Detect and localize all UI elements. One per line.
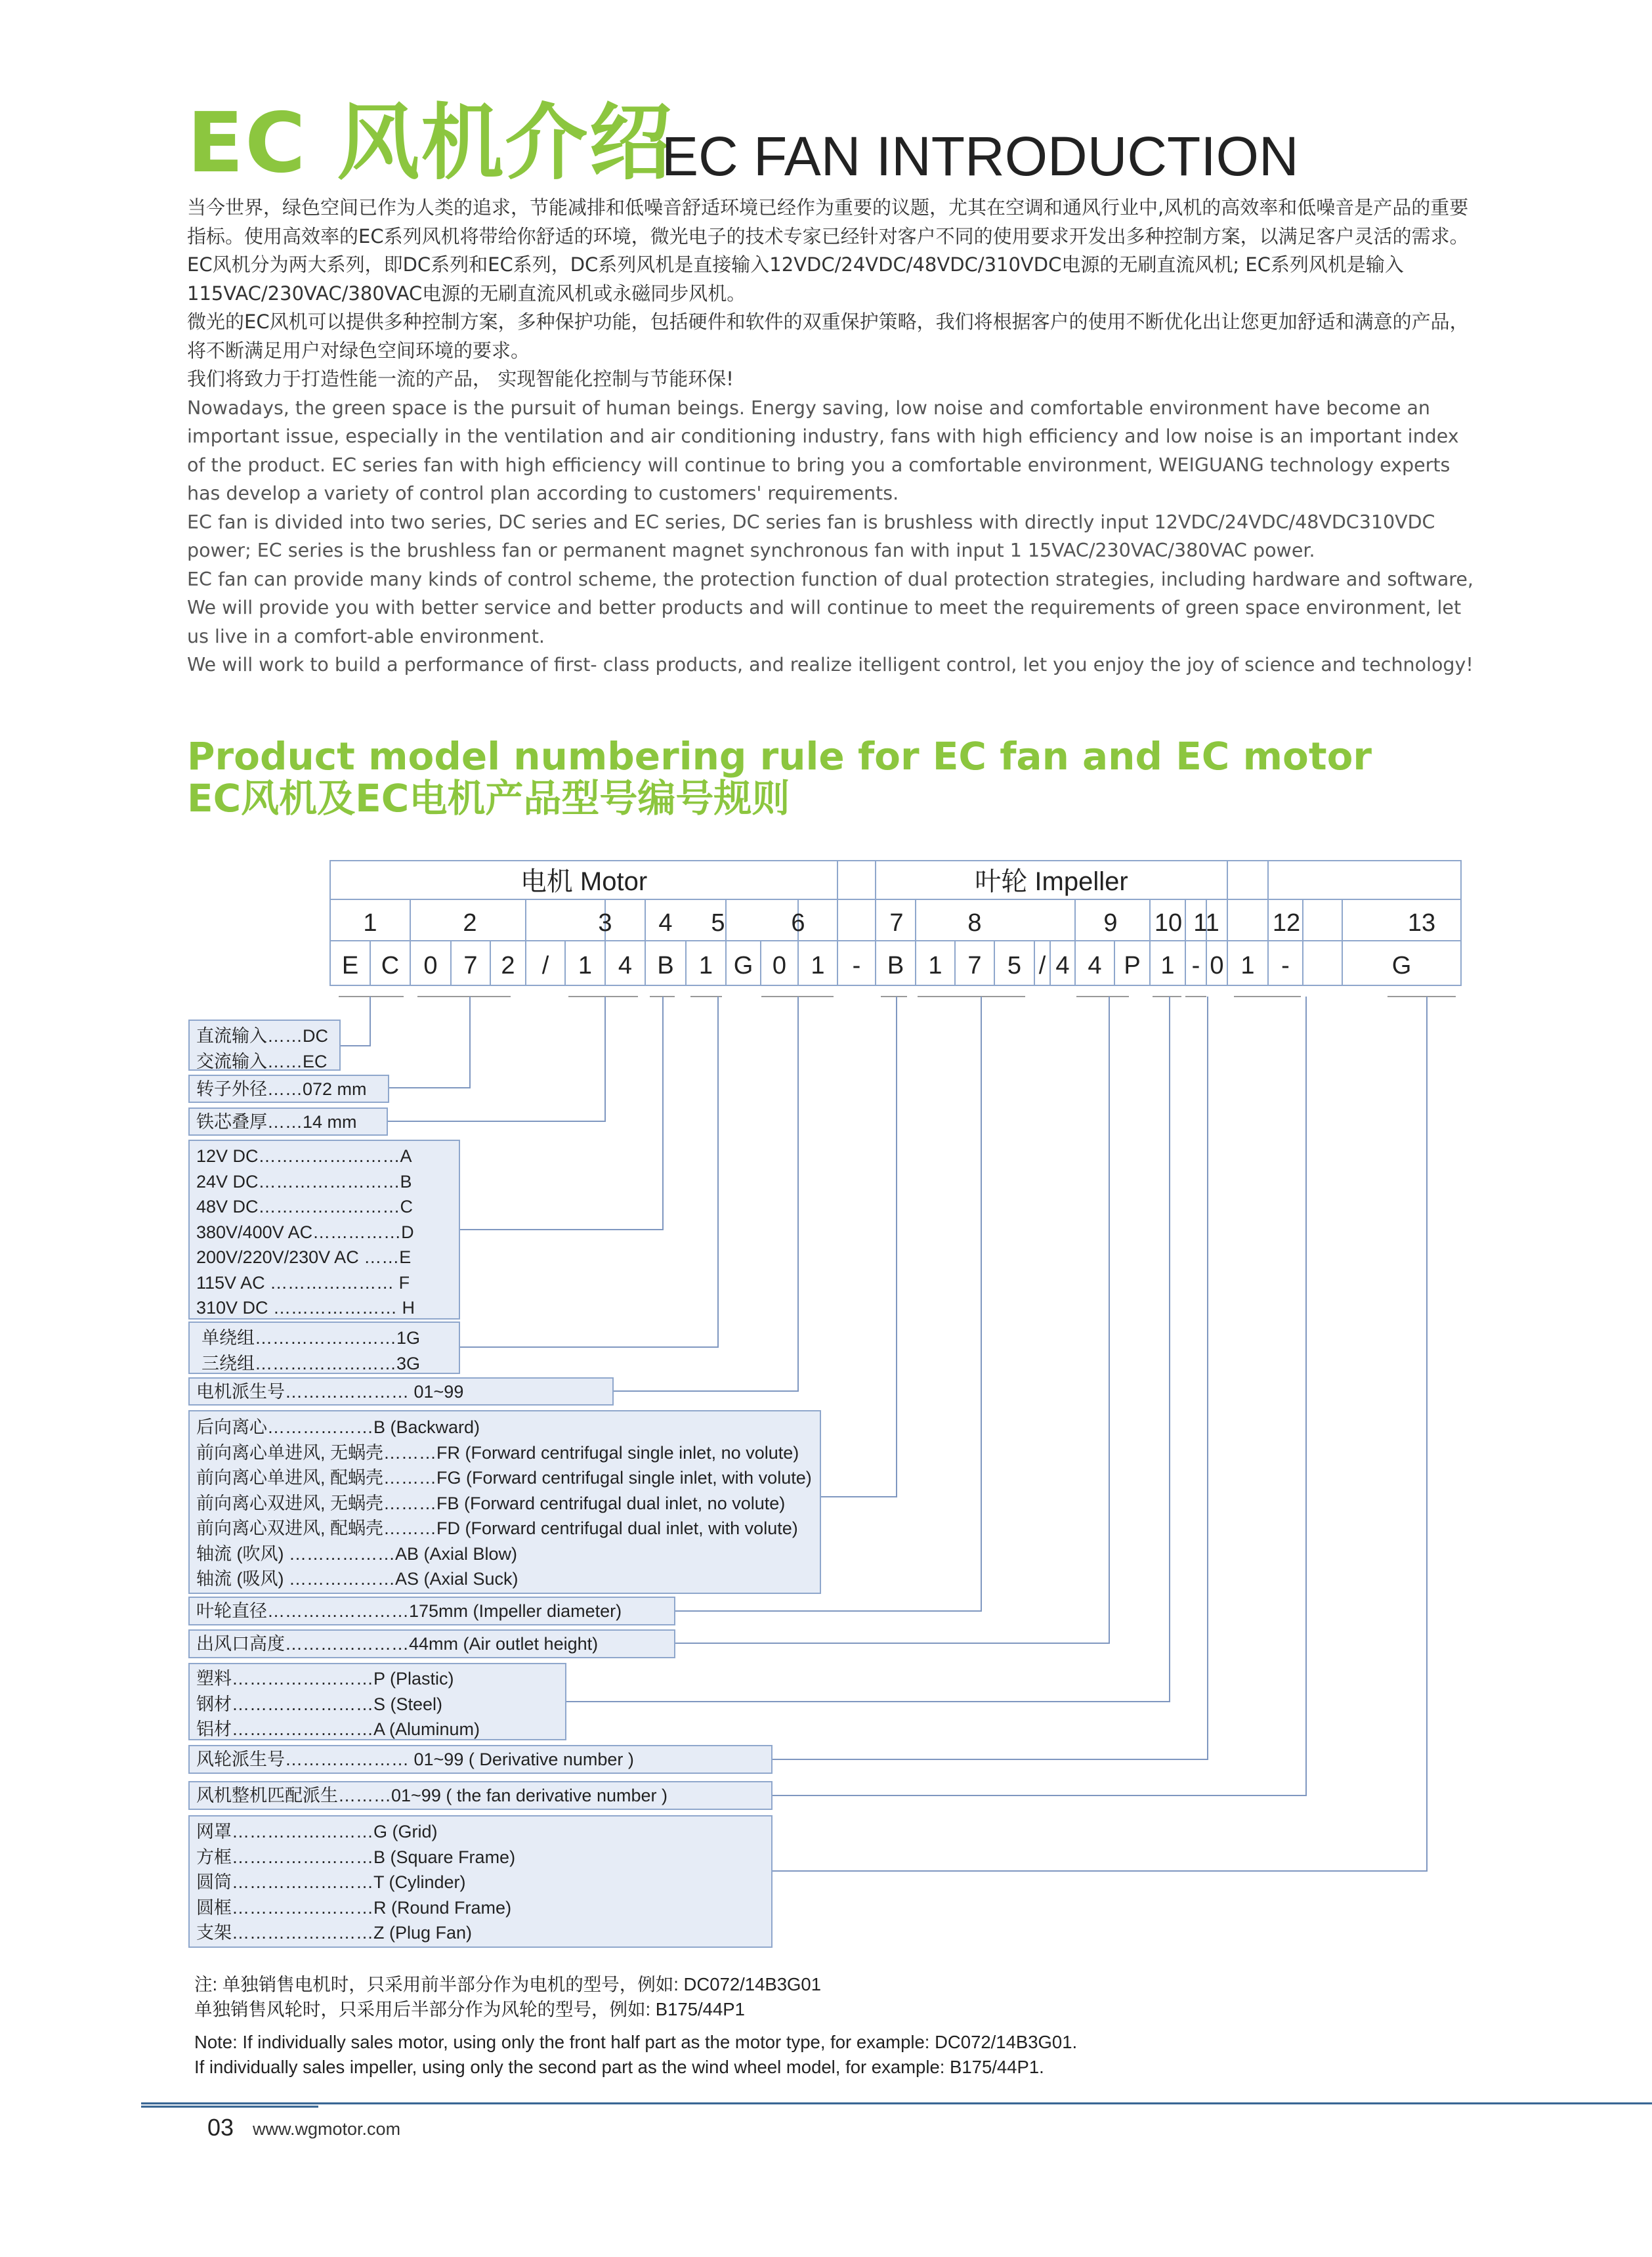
table-position-number: 7 bbox=[889, 909, 904, 937]
note-line: 注: 单独销售电机时，只采用前半部分作为电机的型号，例如: DC072/14B3G01 bbox=[194, 1974, 822, 1994]
table-code-char: 1 bbox=[1160, 952, 1175, 979]
table-code-char: G bbox=[1391, 952, 1412, 979]
legend-line: 轴流 (吸风) ………………AS (Axial Suck) bbox=[196, 1569, 519, 1589]
table-code-char: 0 bbox=[1210, 952, 1224, 979]
legend-line: 直流输入……DC bbox=[196, 1026, 328, 1046]
table-position-number: 3 bbox=[598, 909, 612, 937]
connector-line bbox=[773, 997, 1427, 1871]
section-title-cn: EC风机及EC电机产品型号编号规则 bbox=[187, 776, 790, 821]
note-line: 单独销售风轮时，只采用后半部分作为风轮的型号，例如: B175/44P1 bbox=[194, 1999, 745, 2019]
legend-line: 前向离心双进风, 配蜗壳………FD (Forward centrifugal dual inlet, with volute) bbox=[196, 1518, 798, 1538]
legend-box-motor-derivative bbox=[188, 1377, 614, 1406]
table-code-char: G bbox=[733, 952, 753, 979]
legend-line: 出风口高度…………………44mm (Air outlet height) bbox=[196, 1634, 599, 1654]
intro-en-paragraph: Nowadays, the green space is the pursuit of human beings. Energy saving, low noise and comfortable environment have become an important issue, especially in the ventilation and air conditioning industry, fans with high efficiency and low noise is an important index of the product. EC series fan with high efficiency will continue to bring you a comfortable environment, WEIGUANG technology experts has develop a variety of control plan according to customers' requirements. bbox=[187, 397, 1459, 504]
legend-line: 支架……………………Z (Plug Fan) bbox=[196, 1923, 473, 1943]
legend-line: 圆框……………………R (Round Frame) bbox=[196, 1897, 512, 1918]
table-position-number: 9 bbox=[1103, 909, 1118, 937]
legend-line: 前向离心双进风, 无蜗壳………FB (Forward centrifugal dual inlet, no volute) bbox=[196, 1493, 786, 1513]
legend-line: 风机整机匹配派生………01~99 ( the fan derivative number ) bbox=[196, 1786, 667, 1805]
table-code-char: - bbox=[1281, 952, 1290, 979]
legend-box-voltage bbox=[188, 1140, 460, 1320]
table-position-number: 10 bbox=[1154, 909, 1183, 937]
table-position-number: 5 bbox=[711, 909, 725, 937]
legend-line: 风轮派生号………………… 01~99 ( Derivative number ) bbox=[196, 1750, 634, 1769]
table-code-char: 1 bbox=[578, 952, 593, 979]
table-code-char: 0 bbox=[423, 952, 438, 979]
table-header-motor: 电机 Motor bbox=[520, 867, 648, 896]
legend-box-winding bbox=[188, 1322, 460, 1374]
table-code-char: E bbox=[341, 952, 359, 979]
table-code-char: C bbox=[381, 952, 400, 979]
connector-line bbox=[460, 997, 718, 1347]
table-code-char: - bbox=[852, 952, 861, 979]
intro-en-paragraph: EC fan can provide many kinds of control scheme, the protection function of dual protection strategies, including hardware and software, We will provide you with better service and better products and will continue to meet the requirements of green space environment, let us live in a comfort-able environment. bbox=[187, 568, 1473, 647]
table-code-char: / bbox=[1038, 952, 1046, 979]
footer-rule bbox=[0, 2097, 1652, 2111]
legend-box-outlet-height bbox=[188, 1629, 675, 1658]
legend-line: 转子外径……072 mm bbox=[196, 1079, 367, 1099]
connector-line bbox=[614, 997, 798, 1391]
legend-line: 轴流 (吹风) ………………AB (Axial Blow) bbox=[196, 1543, 518, 1564]
legend-box-guard bbox=[188, 1815, 773, 1948]
table-position-number: 6 bbox=[791, 909, 805, 937]
legend-box-fan-derivative bbox=[188, 1781, 773, 1810]
intro-cn-paragraph: 微光的EC风机可以提供多种控制方案，多种保护功能，包括硬件和软件的双重保护策略，我们将根据客户的使用不断优化出让您更加舒适和满意的产品，将不断满足用户对绿色空间环境的要求。 bbox=[187, 311, 1469, 362]
note-line: Note: If individually sales motor, using only the front half part as the motor type, for example: DC072/14B3G01. bbox=[194, 2032, 1078, 2052]
intro-cn-paragraph: 我们将致力于打造性能一流的产品， 实现智能化控制与节能环保! bbox=[187, 368, 734, 390]
legend-line: 12V DC……………………A bbox=[196, 1146, 412, 1166]
legend-box-rotor bbox=[188, 1075, 389, 1103]
website-url: www.wgmotor.com bbox=[253, 2119, 401, 2139]
model-code-table-text bbox=[342, 867, 1435, 979]
legend-box-impeller-type bbox=[188, 1410, 821, 1594]
connector-line bbox=[341, 997, 370, 1046]
table-position-number: 12 bbox=[1272, 909, 1301, 937]
table-code-char: - bbox=[1191, 952, 1200, 979]
legend-line: 叶轮直径……………………175mm (Impeller diameter) bbox=[196, 1601, 622, 1621]
connector-line bbox=[773, 997, 1306, 1795]
table-code-char: 4 bbox=[1088, 952, 1102, 979]
table-code-char: 1 bbox=[811, 952, 825, 979]
table-position-number: 8 bbox=[967, 909, 982, 937]
page-number: 03 bbox=[207, 2114, 234, 2141]
connector-line bbox=[773, 997, 1208, 1759]
legend-line: 交流输入……EC bbox=[196, 1051, 328, 1071]
legend-line: 网罩……………………G (Grid) bbox=[196, 1822, 438, 1841]
table-header-impeller: 叶轮 Impeller bbox=[975, 867, 1128, 896]
connector-line bbox=[388, 997, 605, 1121]
page-title-cn: EC 风机介绍 bbox=[187, 95, 673, 191]
legend-line: 三绕组……………………3G bbox=[201, 1353, 421, 1373]
table-code-char: 5 bbox=[1007, 952, 1022, 979]
legend-line: 钢材……………………S (Steel) bbox=[196, 1694, 443, 1714]
table-position-number: 2 bbox=[463, 909, 477, 937]
page-title-en: EC FAN INTRODUCTION bbox=[662, 125, 1299, 187]
legend-line: 24V DC……………………B bbox=[196, 1171, 412, 1192]
intro-cn-paragraph: EC风机分为两大系列，即DC系列和EC系列，DC系列风机是直接输入12VDC/24VDC/48VDC/310VDC电源的无刷直流风机; EC系列风机是输入115VAC/230VAC/380VAC电源的无刷直流风机或永磁同步风机。 bbox=[187, 253, 1404, 305]
legend-line: 115V AC ………………… F bbox=[196, 1272, 410, 1293]
table-code-char: 1 bbox=[1240, 952, 1255, 979]
legend-box-input bbox=[188, 1020, 341, 1071]
legend-line: 铝材……………………A (Aluminum) bbox=[196, 1719, 480, 1739]
legend-box-wheel-derivative bbox=[188, 1745, 773, 1774]
table-position-number: 11 bbox=[1193, 909, 1219, 937]
legend-line: 塑料……………………P (Plastic) bbox=[196, 1669, 454, 1688]
table-code-char: 1 bbox=[928, 952, 942, 979]
legend-box-diameter bbox=[188, 1597, 675, 1625]
legend-line: 单绕组……………………1G bbox=[201, 1328, 421, 1348]
legend-line: 电机派生号………………… 01~99 bbox=[196, 1382, 464, 1402]
section-title-en: Product model numbering rule for EC fan and EC motor bbox=[187, 734, 1372, 779]
legend-box-material bbox=[188, 1663, 566, 1740]
table-code-char: 7 bbox=[463, 952, 478, 979]
notes bbox=[194, 1972, 1573, 2080]
legend-box-core bbox=[188, 1107, 388, 1136]
connector-line bbox=[566, 997, 1170, 1702]
connector-line bbox=[821, 997, 897, 1497]
legend-line: 后向离心………………B (Backward) bbox=[196, 1417, 480, 1437]
table-code-char: B bbox=[657, 952, 674, 979]
table-position-number: 4 bbox=[658, 909, 673, 937]
legend-line: 310V DC ………………… H bbox=[196, 1298, 415, 1318]
legend-line: 380V/400V AC……………D bbox=[196, 1222, 414, 1242]
legend-line: 铁芯叠厚……14 mm bbox=[196, 1112, 357, 1132]
table-position-number: 13 bbox=[1407, 909, 1436, 937]
table-code-char: 0 bbox=[772, 952, 787, 979]
table-code-char: 4 bbox=[618, 952, 633, 979]
table-code-char: P bbox=[1124, 952, 1141, 979]
legend-line: 前向离心单进风, 配蜗壳………FG (Forward centrifugal single inlet, with volute) bbox=[196, 1468, 812, 1488]
legend-line: 圆筒……………………T (Cylinder) bbox=[196, 1872, 466, 1892]
table-code-char: 1 bbox=[698, 952, 713, 979]
legend-line: 方框……………………B (Square Frame) bbox=[196, 1847, 516, 1867]
legend-line: 48V DC……………………C bbox=[196, 1197, 413, 1216]
table-code-char: 7 bbox=[967, 952, 982, 979]
legend-line: 前向离心单进风, 无蜗壳………FR (Forward centrifugal single inlet, no volute) bbox=[196, 1442, 799, 1463]
legend-line: 200V/220V/230V AC ……E bbox=[196, 1247, 412, 1267]
connector-line bbox=[460, 997, 663, 1230]
table-code-char: 2 bbox=[501, 952, 515, 979]
intro-en-paragraph: We will work to build a performance of first- class products, and realize itelligent control, let you enjoy the joy of science and technology! bbox=[187, 654, 1473, 676]
intro-en-paragraph: EC fan is divided into two series, DC series and EC series, DC series fan is brushless with directly input 12VDC/24VDC/48VDC310VDC power; EC series is the brushless fan or permanent magnet synchronous fan with input 1 15VAC/230VAC/380VAC power. bbox=[187, 511, 1435, 561]
intro-cn-paragraph: 当今世界，绿色空间已作为人类的追求，节能减排和低噪音舒适环境已经作为重要的议题，尤其在空调和通风行业中,风机的高效率和低噪音是产品的重要指标。使用高效率的EC系列风机将带给你舒适的环境，微光电子的技术专家已经针对客户不同的使用要求开发出多种控制方案，以满足客户灵活的需求。 bbox=[187, 196, 1469, 247]
table-code-char: B bbox=[887, 952, 904, 979]
table-position-number: 1 bbox=[363, 909, 377, 937]
connector-line bbox=[389, 997, 470, 1088]
table-code-char: / bbox=[541, 952, 549, 979]
table-code-char: 4 bbox=[1055, 952, 1070, 979]
note-line: If individually sales impeller, using only the second part as the wind wheel model, for example: B175/44P1. bbox=[194, 2057, 1044, 2077]
